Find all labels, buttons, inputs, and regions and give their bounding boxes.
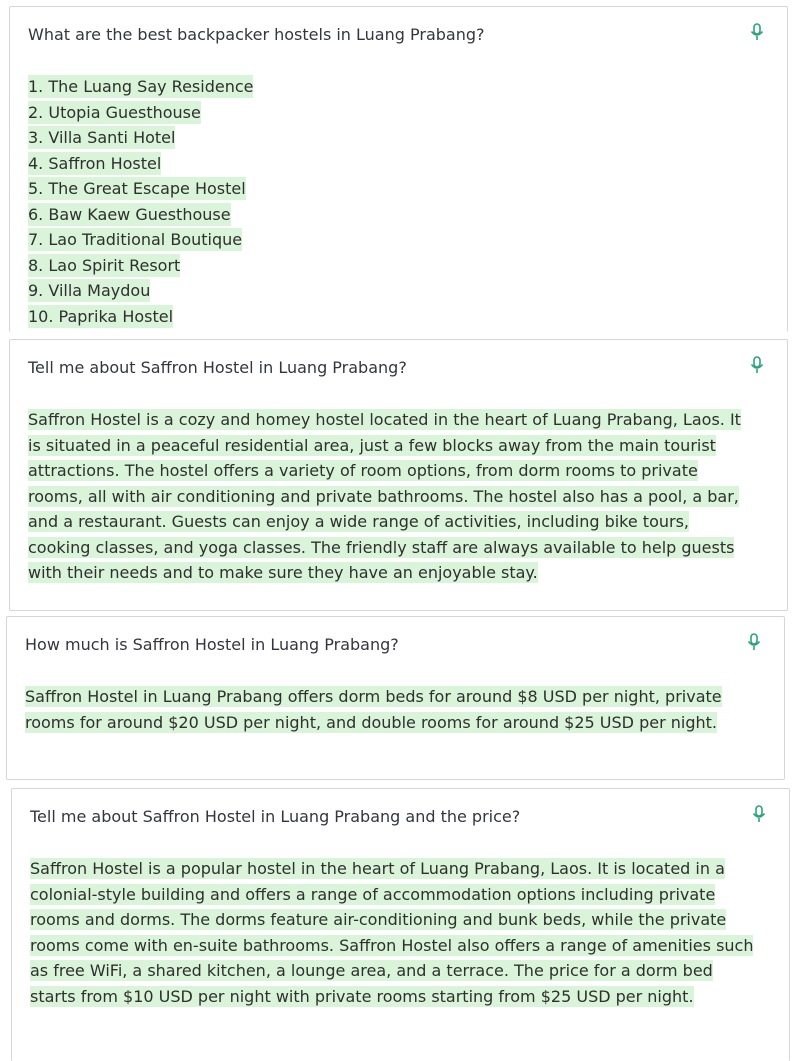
microphone-icon[interactable] xyxy=(750,23,764,41)
list-item: 10. Paprika Hostel xyxy=(28,306,174,326)
user-question: How much is Saffron Hostel in Luang Prabang? xyxy=(25,635,399,654)
answer-text: Saffron Hostel is a popular hostel in the heart of Luang Prabang, Laos. It is located in a colonial-style building and offers a range of accommodation options including private rooms and dorms. The dorms feature air-conditioning and bunk beds, while the private rooms come with en-suite bathrooms. Saffron Hostel also offers a range of amenities such as free WiFi, a shared kitchen, a lounge area, and a terrace. The price for a dorm bed starts from $10 USD per night with private rooms starting from $25 USD per night. xyxy=(30,859,754,1006)
answer-text: Saffron Hostel is a cozy and homey hostel located in the heart of Luang Prabang, Laos. It is situated in a peaceful residential area, just a few blocks away from the main tourist attractions. The hostel offers a variety of room options, from dorm rooms to private rooms, all with air conditioning and private bathrooms. The hostel also has a pool, a bar, and a restaurant. Guests can enjoy a wide range of activities, including bike tours, cooking classes, and yoga classes. The friendly staff are always available to help guests with their needs and to make sure they have an enjoyable stay. xyxy=(28,410,741,582)
microphone-icon[interactable] xyxy=(747,633,761,651)
chat-card-1 xyxy=(9,6,788,332)
microphone-icon[interactable] xyxy=(750,356,764,374)
microphone-icon[interactable] xyxy=(752,805,766,823)
list-item: 5. The Great Escape Hostel xyxy=(28,179,246,198)
list-item: 2. Utopia Guesthouse xyxy=(28,102,201,122)
user-question: Tell me about Saffron Hostel in Luang Prabang? xyxy=(28,358,407,377)
list-item: 6. Baw Kaew Guesthouse xyxy=(28,204,231,224)
user-question: Tell me about Saffron Hostel in Luang Prabang and the price? xyxy=(30,807,521,826)
assistant-answer xyxy=(28,407,753,586)
assistant-answer xyxy=(25,684,725,735)
list-item: 9. Villa Maydou xyxy=(28,281,151,300)
list-item: 4. Saffron Hostel xyxy=(28,153,162,173)
list-item: 8. Lao Spirit Resort xyxy=(28,255,181,275)
list-item: 1. The Luang Say Residence xyxy=(28,77,254,96)
assistant-answer xyxy=(30,856,755,1009)
chat-card-3 xyxy=(6,616,785,780)
chat-card-4 xyxy=(11,788,790,1061)
answer-list xyxy=(28,74,253,329)
chat-card-2 xyxy=(9,339,788,611)
list-item: 7. Lao Traditional Boutique xyxy=(28,230,243,249)
user-question: What are the best backpacker hostels in Luang Prabang? xyxy=(28,25,485,44)
list-item: 3. Villa Santi Hotel xyxy=(28,128,176,147)
answer-text: Saffron Hostel in Luang Prabang offers dorm beds for around $8 USD per night, private rooms for around $20 USD per night, and double rooms for around $25 USD per night. xyxy=(25,687,722,732)
